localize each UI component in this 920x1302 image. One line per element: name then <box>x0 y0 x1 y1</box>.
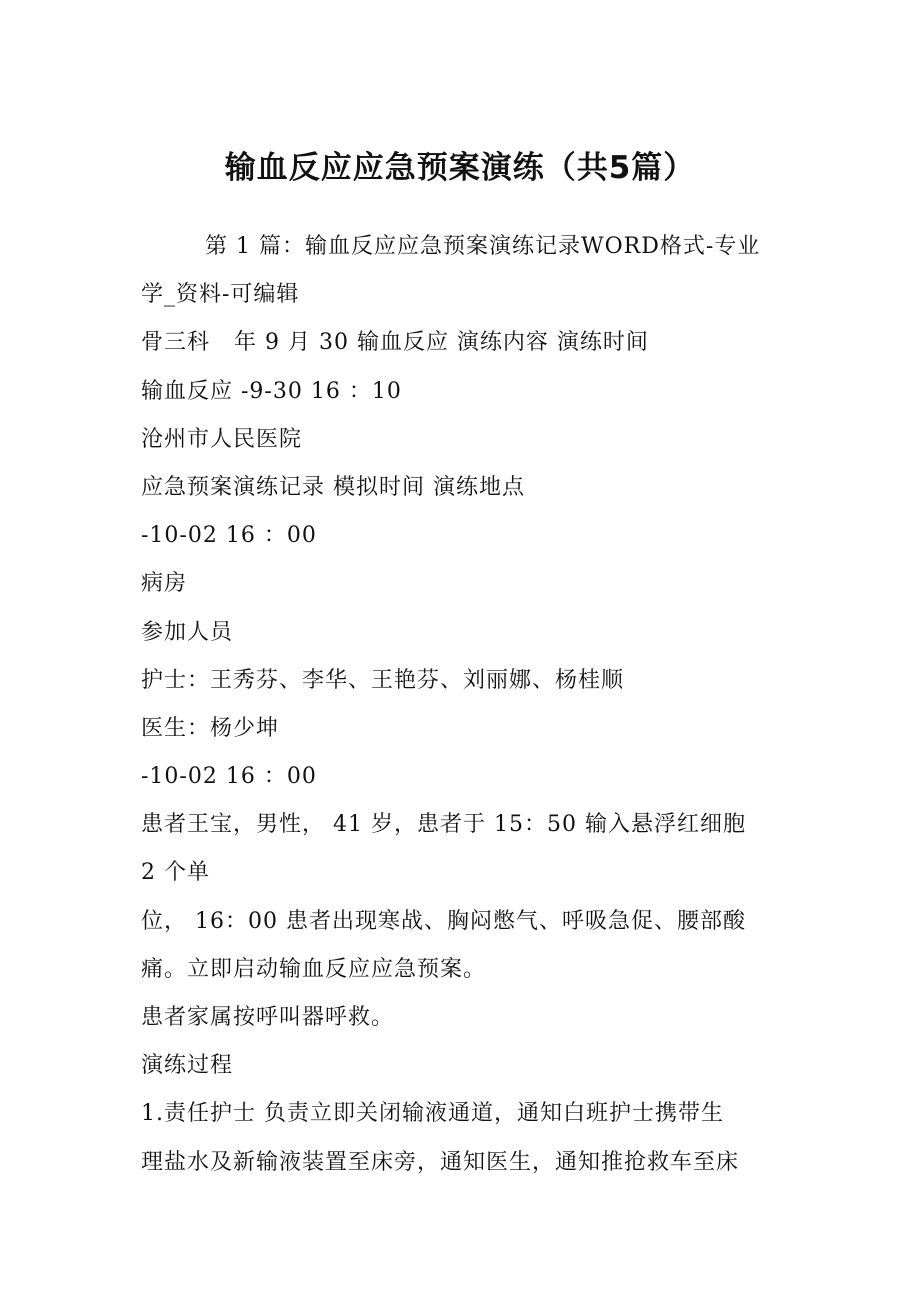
paragraph-line: 第 1 篇：输血反应应急预案演练记录WORD格式-专业 <box>205 234 761 259</box>
paragraph-line: 痛。立即启动输血反应应急预案。 <box>141 956 487 982</box>
paragraph-line: 病房 <box>141 571 188 597</box>
paragraph-line: -10-02 16 ：00 <box>141 523 317 549</box>
paragraph-line: 输血反应 -9-30 16 ：10 <box>141 378 402 404</box>
paragraph-line: 沧州市人民医院 <box>141 426 303 452</box>
paragraph-line: 理盐水及新输液装置至床旁，通知医生，通知推抢救车至床 <box>141 1149 740 1175</box>
document-body <box>141 223 783 1187</box>
paragraph-line: 护士：王秀芬、李华、王艳芬、刘丽娜、杨桂顺 <box>141 667 625 693</box>
paragraph-line: 1.责任护士 负责立即关闭输液通道，通知白班护士携带生 <box>141 1101 724 1127</box>
paragraph-line: 患者王宝，男性， 41 岁，患者于 15：50 输入悬浮红细胞 <box>141 812 746 838</box>
paragraph-line: 患者家属按呼叫器呼救。 <box>141 1005 395 1030</box>
paragraph-line: 参加人员 <box>141 619 234 645</box>
paragraph-line: 骨三科 年 9 月 30 输血反应 演练内容 演练时间 <box>141 330 649 356</box>
paragraph-line: 2 个单 <box>141 860 210 886</box>
document-title: 输血反应应急预案演练（共5篇） <box>224 150 696 186</box>
paragraph-line: -10-02 16 ：00 <box>141 764 317 790</box>
paragraph-line: 演练过程 <box>141 1053 234 1079</box>
paragraph-line: 医生：杨少坤 <box>141 715 280 741</box>
paragraph-line: 位， 16：00 患者出现寒战、胸闷憋气、呼吸急促、腰部酸 <box>141 908 746 934</box>
paragraph-line: 应急预案演练记录 模拟时间 演练地点 <box>141 474 525 500</box>
paragraph-line: 学_资料-可编辑 <box>141 282 300 308</box>
